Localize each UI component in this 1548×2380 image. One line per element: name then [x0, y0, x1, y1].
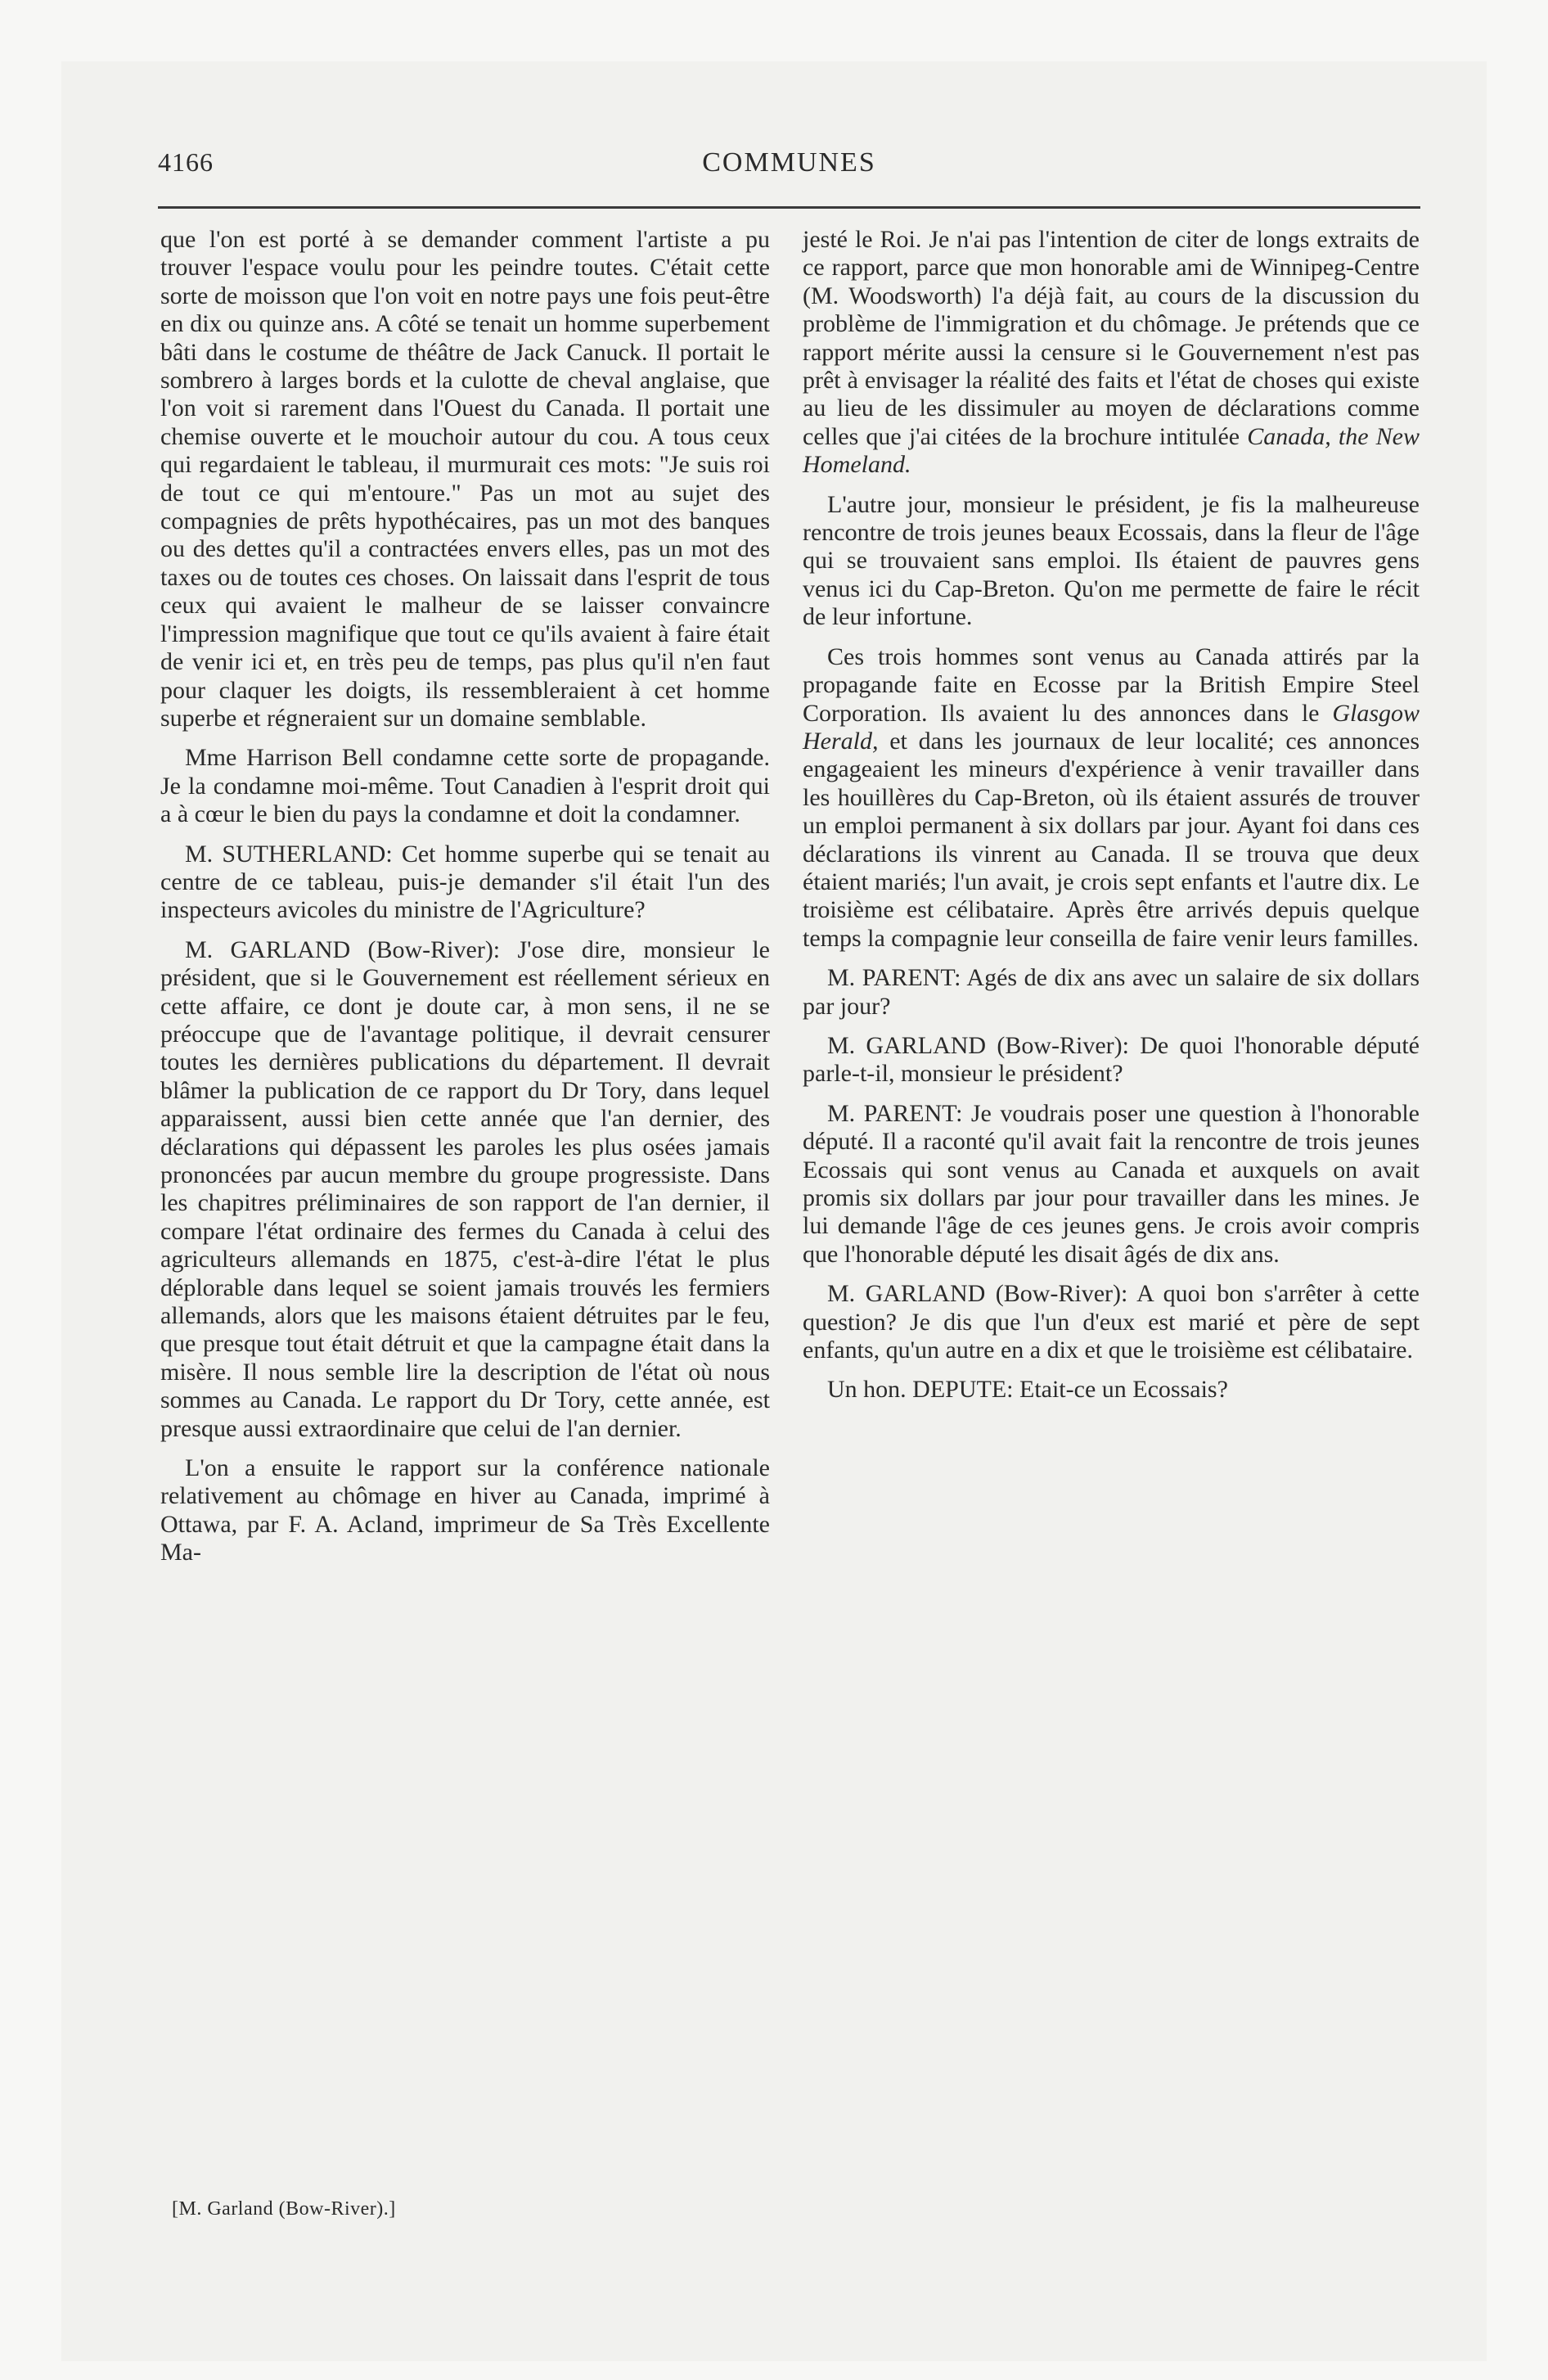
- paragraph: M. GARLAND (Bow-River): A quoi bon s'arrêter à cette question? Je dis que l'un d'eux est marié et père de sept enfants, qu'un autre en a dix et que le troisième est célibataire.: [803, 1280, 1420, 1364]
- running-title: COMMUNES: [702, 147, 876, 178]
- paragraph: M. PARENT: Agés de dix ans avec un salaire de six dollars par jour?: [803, 964, 1420, 1020]
- paragraph: [803, 226, 1420, 480]
- paragraph: M. GARLAND (Bow-River): De quoi l'honorable député parle-t-il, monsieur le président?: [803, 1031, 1420, 1088]
- left-column: [160, 226, 770, 1579]
- right-column: [803, 226, 1420, 1416]
- paragraph-text: jesté le Roi. Je n'ai pas l'intention de citer de longs extraits de ce rapport, parce que mon honorable ami de Winnipeg-Centre (M. Woodsworth) l'a déjà fait, au cours de la discussion du problème de l'immigration et du chômage. Je prétends que ce rapport mérite aussi la censure si le Gouvernement n'est pas prêt à envisager la réalité des faits et l'état de choses qui existe au lieu de les dissimuler au moyen de déclarations comme celles que j'ai citées de la brochure intitulée: [803, 226, 1420, 450]
- publication-title: Canada, the New Homeland.: [803, 422, 1420, 479]
- paragraph-text: et dans les journaux de leur localité; ces annonces engageaient les mineurs d'expérience à venir travailler dans les houillères du Cap-Breton, où ils étaient assurés de trouver un emploi permanent à six dollars par jour. Ayant foi dans ces déclarations ils vinrent au Canada. Il se trouva que deux étaient mariés; l'un avait, je crois sept enfants et l'autre dix. Le troisième est célibataire. Après être arrivés depuis quelque temps la compagnie leur conseilla de faire venir leurs familles.: [803, 727, 1420, 952]
- page-number: 4166: [158, 147, 214, 177]
- paragraph: Mme Harrison Bell condamne cette sorte de propagande. Je la condamne moi-même. Tout Canadien à l'esprit droit qui a à cœur le bien du pays la condamne et doit la condamner.: [160, 744, 770, 828]
- header-rule: [158, 206, 1420, 209]
- publication-title: Glasgow Herald,: [803, 699, 1420, 755]
- paragraph: que l'on est porté à se demander comment l'artiste a pu trouver l'espace voulu pour les peindre toutes. C'était cette sorte de moisson que l'on voit en notre pays une fois peut-être en dix ou quinze ans. A côté se tenait un homme superbement bâti dans le costume de théâtre de Jack Canuck. Il portait le sombrero à larges bords et la culotte de cheval anglaise, que l'on voit si rarement dans l'Ouest du Canada. Il portait une chemise ouverte et le mouchoir autour du cou. A tous ceux qui regardaient le tableau, il murmurait ces mots: "Je suis roi de tout ce qui m'entoure." Pas un mot au sujet des compagnies de prêts hypothécaires, pas un mot des banques ou des dettes qu'il a contractées envers elles, pas un mot des taxes ou de toutes ces choses. On laissait dans l'esprit de tous ceux qui avaient le malheur de se laisser convaincre l'impression magnifique que tout ce qu'ils avaient à faire était de venir ici et, en très peu de temps, pas plus qu'il n'en faut pour claquer les doigts, ils ressembleraient à cet homme superbe et régneraient sur un domaine semblable.: [160, 226, 770, 732]
- paragraph: Un hon. DEPUTE: Etait-ce un Ecossais?: [827, 1376, 1228, 1404]
- page-header: [158, 147, 1420, 196]
- paragraph: M. GARLAND (Bow-River): J'ose dire, monsieur le président, que si le Gouvernement est réellement sérieux en cette affaire, ce dont je doute car, à mon sens, il ne se préoccupe que de l'avantage politique, il devrait censurer toutes les dernières publications du département. Il devrait blâmer la publication de ce rapport du Dr Tory, dans lequel apparaissent, aussi bien cette année que l'an dernier, des déclarations qui dépassent les paroles les plus osées jamais prononcées par aucun membre du groupe progressiste. Dans les chapitres préliminaires de son rapport de l'an dernier, il compare l'état ordinaire des fermes du Canada à celui des agriculteurs allemands en 1875, c'est-à-dire l'état le plus déplorable dans lequel se soient jamais trouvés les fermiers allemands, alors que les maisons étaient détruites par le feu, que presque tout était détruit et que la campagne était dans la misère. Il nous semble lire la description de l'état où nous sommes au Canada. Le rapport du Dr Tory, cette année, est presque aussi extraordinaire que celui de l'an dernier.: [160, 935, 770, 1442]
- paragraph: M. SUTHERLAND: Cet homme superbe qui se tenait au centre de ce tableau, puis-je demander s'il était l'un des inspecteurs avicoles du ministre de l'Agriculture?: [160, 840, 770, 924]
- paragraph: [803, 643, 1420, 953]
- paragraph: L'autre jour, monsieur le président, je fis la malheureuse rencontre de trois jeunes beaux Ecossais, dans la fleur de l'âge qui se trouvaient sans emploi. Ils étaient de pauvres gens venus ici du Cap-Breton. Qu'on me permette de faire le récit de leur infortune.: [803, 490, 1420, 631]
- speaker-footnote: [M. Garland (Bow-River).]: [172, 2198, 396, 2220]
- paragraph-text: Ces trois hommes sont venus au Canada attirés par la propagande faite en Ecosse par la British Empire Steel Corporation. Ils avaient lu des annonces dans le: [803, 642, 1420, 727]
- paragraph: L'on a ensuite le rapport sur la conférence nationale relativement au chômage en hiver au Canada, imprimé à Ottawa, par F. A. Acland, imprimeur de Sa Très Excellente Ma-: [160, 1454, 770, 1566]
- paragraph: M. PARENT: Je voudrais poser une question à l'honorable député. Il a raconté qu'il avait fait la rencontre de trois jeunes Ecossais qui sont venus au Canada et auxquels on avait promis six dollars par jour pour travailler dans les mines. Je lui demande l'âge de ces jeunes gens. Je crois avoir compris que l'honorable député les disait âgés de dix ans.: [803, 1099, 1420, 1268]
